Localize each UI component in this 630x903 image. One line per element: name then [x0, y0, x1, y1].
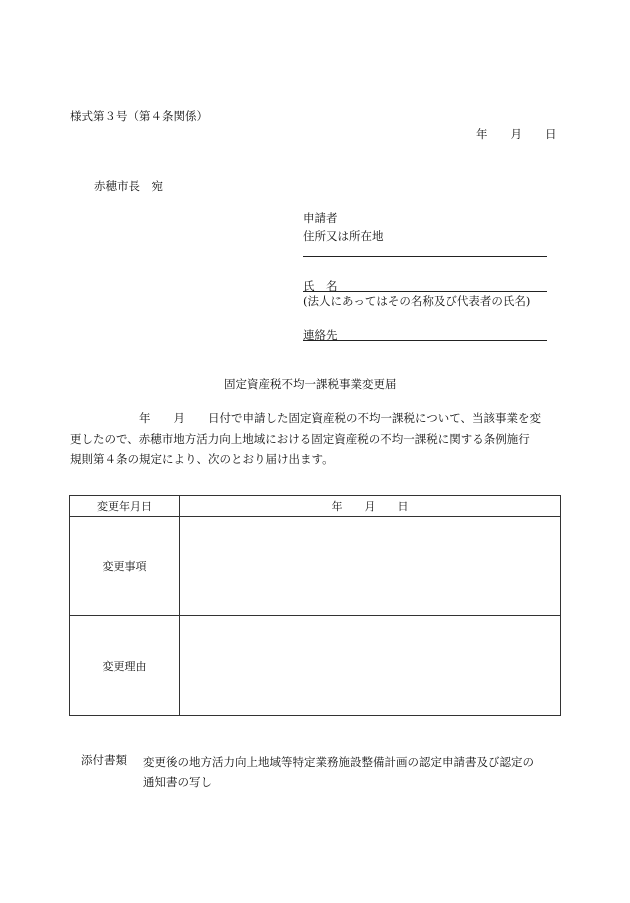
addressee: 赤穂市長 宛 — [94, 179, 163, 193]
change-items-field[interactable] — [180, 517, 561, 616]
attachment-line: 通知書の写し — [143, 775, 212, 789]
name-note: (法人にあってはその名称及び代表者の氏名) — [303, 294, 531, 308]
applicant-heading: 申請者 — [303, 211, 338, 225]
attachment-line: 変更後の地方活力向上地域等特定業務施設整備計画の認定申請書及び認定の — [143, 755, 534, 769]
name-underline — [303, 291, 547, 292]
attachment-text — [143, 752, 563, 792]
body-line: 年 月 日付で申請した固定資産税の不均一課税について、当該事業を変 — [70, 411, 542, 425]
body-line: 更したので、赤穂市地方活力向上地域における固定資産税の不均一課税に関する条例施行 — [70, 431, 530, 446]
change-reason-label: 変更理由 — [70, 616, 180, 716]
date-line: 年 月 日 — [476, 127, 557, 141]
change-date-field[interactable]: 年 月 日 — [180, 496, 561, 517]
name-label: 氏 名 — [303, 279, 338, 293]
contact-underline — [303, 340, 547, 341]
contact-label: 連絡先 — [303, 328, 338, 342]
change-form-table — [69, 495, 561, 716]
address-label: 住所又は所在地 — [303, 229, 384, 243]
attachment-label: 添付書類 — [81, 753, 127, 767]
change-reason-field[interactable] — [180, 616, 561, 716]
address-underline — [303, 256, 547, 257]
form-number: 様式第３号（第４条関係） — [70, 109, 208, 123]
body-line: 規則第４条の規定により、次のとおり届け出ます。 — [70, 452, 334, 466]
body-paragraph — [70, 408, 560, 470]
table-row — [70, 616, 561, 716]
table-row — [70, 517, 561, 616]
document-title: 固定資産税不均一課税事業変更届 — [224, 377, 397, 391]
change-items-label: 変更事項 — [70, 517, 180, 616]
change-date-label: 変更年月日 — [70, 496, 180, 517]
table-row — [70, 496, 561, 517]
